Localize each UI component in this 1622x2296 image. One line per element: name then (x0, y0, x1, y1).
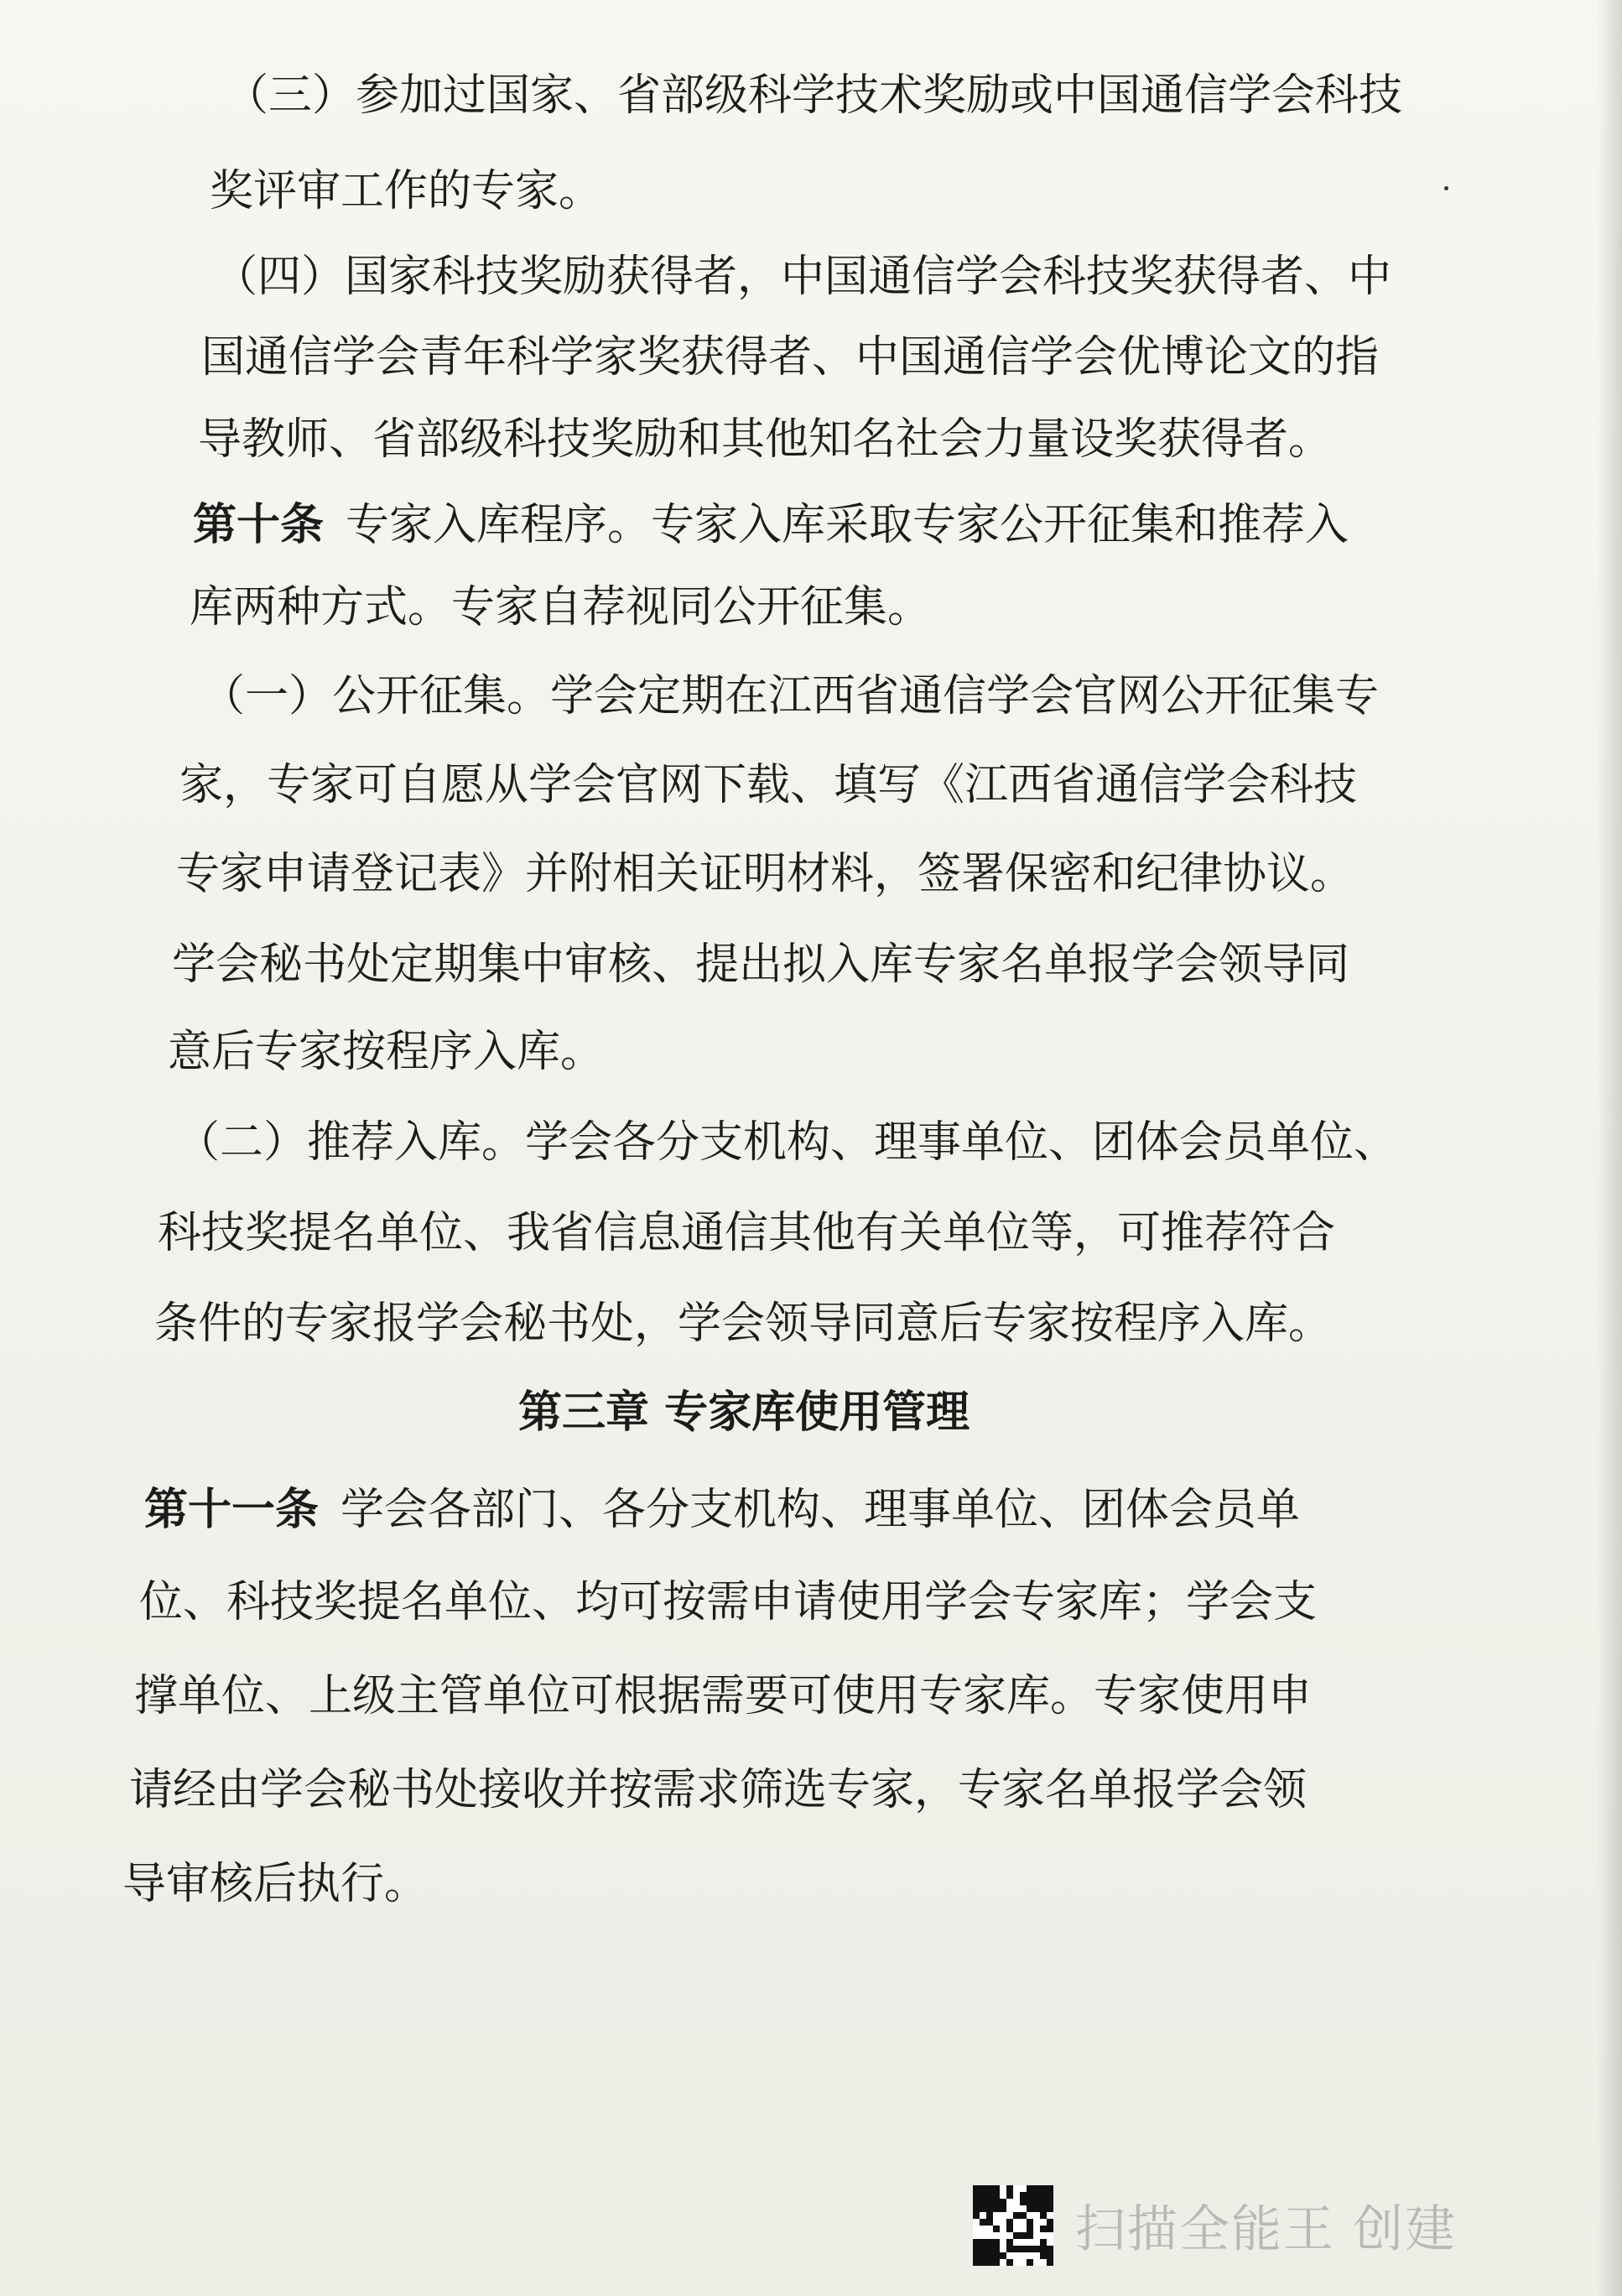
text-line (176, 1116, 1397, 1169)
text-line (201, 669, 1379, 723)
article-number: 第十条 (193, 500, 325, 550)
page-edge-shadow (1597, 0, 1622, 2296)
text-line (214, 250, 1391, 304)
text-line (154, 1297, 1332, 1351)
text-line (172, 938, 1349, 992)
text-line (198, 413, 1332, 466)
chapter-heading (518, 1386, 970, 1440)
text-line (176, 847, 1354, 901)
article-11-line (144, 1483, 1300, 1537)
text-line (190, 581, 931, 634)
text-line (122, 1857, 428, 1911)
line-text: 撑单位、上级主管单位可根据需要可使用专家库。专家使用申 (134, 1671, 1313, 1721)
chapter-title: 第三章 专家库使用管理 (518, 1387, 970, 1438)
line-text: 学会各部门、各分支机构、理事单位、团体会员单 (341, 1485, 1301, 1535)
line-text: 条件的专家报学会秘书处，学会领导同意后专家按程序入库。 (154, 1299, 1333, 1349)
article-number: 第十一条 (144, 1485, 320, 1535)
qr-code-icon (973, 2185, 1053, 2266)
line-text: （三）参加过国家、省部级科学技术奖励或中国通信学会科技 (225, 70, 1403, 121)
text-line (158, 1206, 1335, 1260)
line-text: 专家入库程序。专家入库采取专家公开征集和推荐入 (346, 500, 1349, 550)
line-text: 专家申请登记表》并附相关证明材料，签署保密和纪律协议。 (176, 849, 1354, 899)
scan-speck (1444, 186, 1448, 190)
scanner-watermark (973, 2179, 1457, 2272)
line-text: （二）推荐入库。学会各分支机构、理事单位、团体会员单位、 (176, 1117, 1398, 1168)
line-text: 位、科技奖提名单位、均可按需申请使用学会专家库；学会支 (139, 1577, 1318, 1627)
line-text: （一）公开征集。学会定期在江西省通信学会官网公开征集专 (201, 671, 1380, 721)
line-text: 库两种方式。专家自荐视同公开征集。 (190, 582, 932, 633)
line-text: 请经由学会秘书处接收并按需求筛选专家，专家名单报学会领 (129, 1765, 1307, 1815)
line-text: 意后专家按程序入库。 (168, 1027, 605, 1077)
text-line (225, 69, 1402, 122)
line-text: 导审核后执行。 (122, 1859, 429, 1909)
text-line (134, 1669, 1312, 1723)
line-text: 导教师、省部级科技奖励和其他知名社会力量设奖获得者。 (198, 414, 1333, 465)
text-line (168, 1025, 604, 1079)
line-text: 家，专家可自愿从学会官网下载、填写《江西省通信学会科技 (179, 760, 1358, 810)
line-text: （四）国家科技奖励获得者，中国通信学会科技奖获得者、中 (214, 252, 1392, 302)
text-line (210, 164, 602, 218)
text-line (139, 1575, 1317, 1629)
text-line (179, 758, 1357, 812)
text-line (201, 331, 1379, 384)
article-10-line (193, 498, 1349, 552)
watermark-text: 扫描全能王 创建 (1075, 2200, 1458, 2259)
text-line (129, 1763, 1307, 1817)
line-text: 学会秘书处定期集中审核、提出拟入库专家名单报学会领导同 (172, 940, 1350, 990)
line-text: 科技奖提名单位、我省信息通信其他有关单位等，可推荐符合 (158, 1208, 1336, 1258)
line-text: 国通信学会青年科学家奖获得者、中国通信学会优博论文的指 (201, 332, 1380, 383)
line-text: 奖评审工作的专家。 (210, 166, 603, 216)
